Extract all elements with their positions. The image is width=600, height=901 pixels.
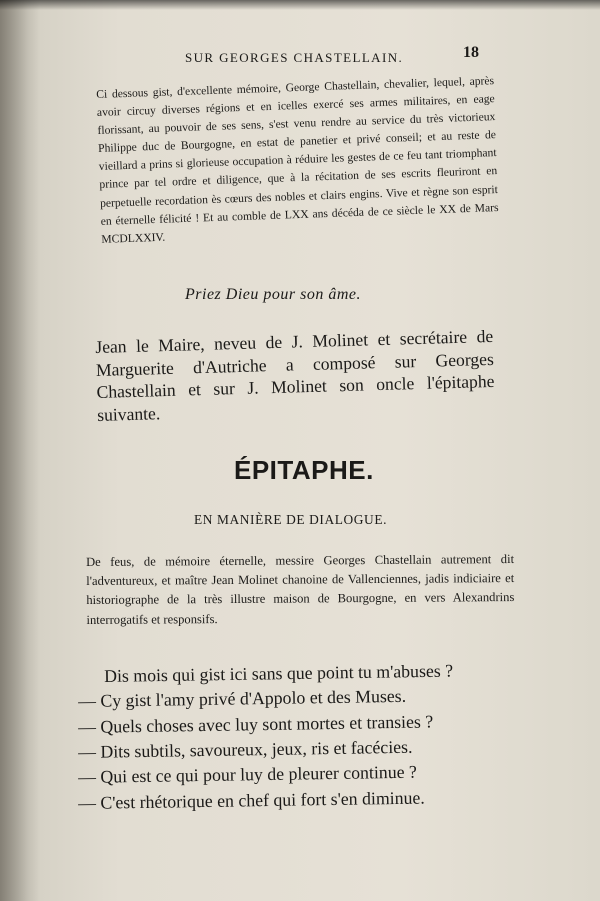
page-number: 18	[463, 44, 479, 61]
verse-line: — Dits subtils, savoureux, jeux, ris et facécies.	[78, 736, 413, 762]
page-top-edge	[0, 0, 600, 10]
epitaph-subtitle: EN MANIÈRE DE DIALOGUE.	[194, 512, 388, 527]
page-gutter-shadow	[0, 0, 40, 901]
verse-line: — Cy gist l'amy privé d'Appolo et des Muses.	[78, 685, 407, 711]
epitaph-description: De feus, de mémoire éternelle, messire Georges Chastellain autrement dit l'adventureux, et maître Jean Molinet chanoine de Vallenciennes, jadis indiciaire et historiographe de la très illustre maison de Bourgogne, en vers Alexandrins interrogatifs et responsifs.	[86, 552, 515, 627]
verse-line: Dis mois qui gist ici sans que point tu m'abuses ?	[104, 660, 454, 686]
verse-line: — C'est rhétorique en chef qui fort s'en diminue.	[78, 787, 425, 813]
epitaph-title: ÉPITAPHE.	[234, 455, 374, 485]
verse-line: — Qui est ce qui pour luy de pleurer continue ?	[78, 761, 418, 787]
epitaph-inscription: Ci dessous gist, d'excellente mémoire, George Chastellain, chevalier, lequel, après avoir circuy diverses régions et en icelles exercé ses armes militaires, en eage florissant, au pouvoir de ses sens, s'est venu rendre au service du très victorieux Philippe duc de Bourgogne, en estat de panetier et privé conseil; et au reste de vieillard a prins si glorieuse occupation à réduire les gestes de ce feu tant triomphant prince par tel ordre et diligence, que à la récitation de ses escrits fleuriront en perpetuelle recordation ès cœurs des nobles et clairs engins. Vive et règne son esprit en éternelle félicité ! Et au comble de LXX ans décéda de ce siècle le XX de Mars MCDLXXIV.	[96, 74, 499, 246]
verse-line: — Quels choses avec luy sont mortes et transies ?	[78, 711, 434, 737]
intro-paragraph: Jean le Maire, neveu de J. Molinet et secrétaire de Marguerite d'Autriche a composé sur Georges Chastellain et sur J. Molinet son oncle l'épitaphe suivante.	[95, 325, 495, 425]
running-header: SUR GEORGES CHASTELLAIN.	[185, 50, 404, 65]
prayer-line: Priez Dieu pour son âme.	[185, 286, 361, 303]
